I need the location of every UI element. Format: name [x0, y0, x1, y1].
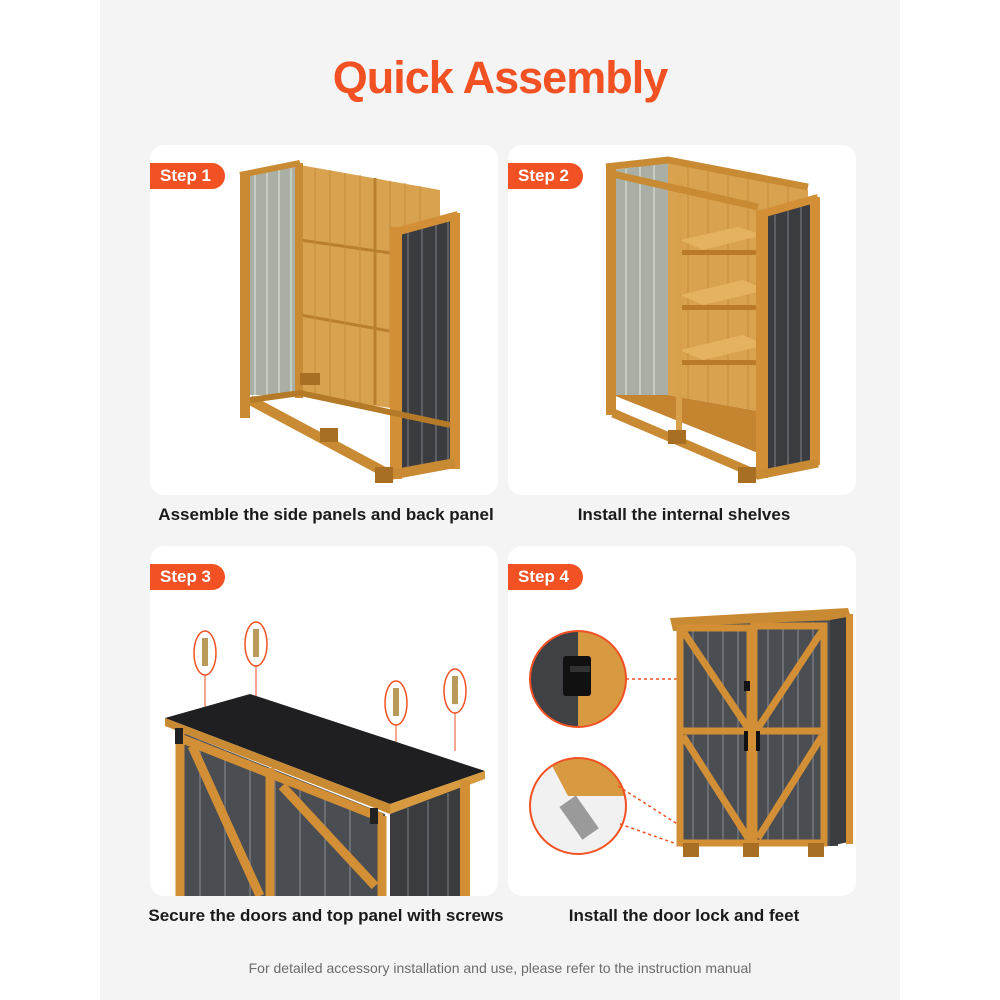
step-1-illustration — [150, 145, 498, 495]
footer-note: For detailed accessory installation and use, please refer to the instruction manual — [248, 960, 752, 976]
step-4-illustration — [508, 546, 856, 896]
page-title: Quick Assembly — [332, 52, 668, 103]
step-2-caption: Install the internal shelves — [577, 505, 791, 524]
assembly-page — [100, 0, 900, 1000]
step-2-badge: Step 2 — [508, 163, 583, 189]
step-2-card — [508, 145, 856, 495]
step-1-caption: Assemble the side panels and back panel — [158, 505, 494, 524]
step-2-illustration — [508, 145, 856, 495]
step-4-caption: Install the door lock and feet — [568, 906, 800, 925]
step-3-card — [150, 546, 498, 896]
step-3-illustration — [150, 546, 498, 896]
step-3-caption: Secure the doors and top panel with screws — [148, 906, 504, 925]
step-4-badge: Step 4 — [508, 564, 583, 590]
step-1-badge: Step 1 — [150, 163, 225, 189]
step-4-card — [508, 546, 856, 896]
step-3-badge: Step 3 — [150, 564, 225, 590]
step-1-card — [150, 145, 498, 495]
